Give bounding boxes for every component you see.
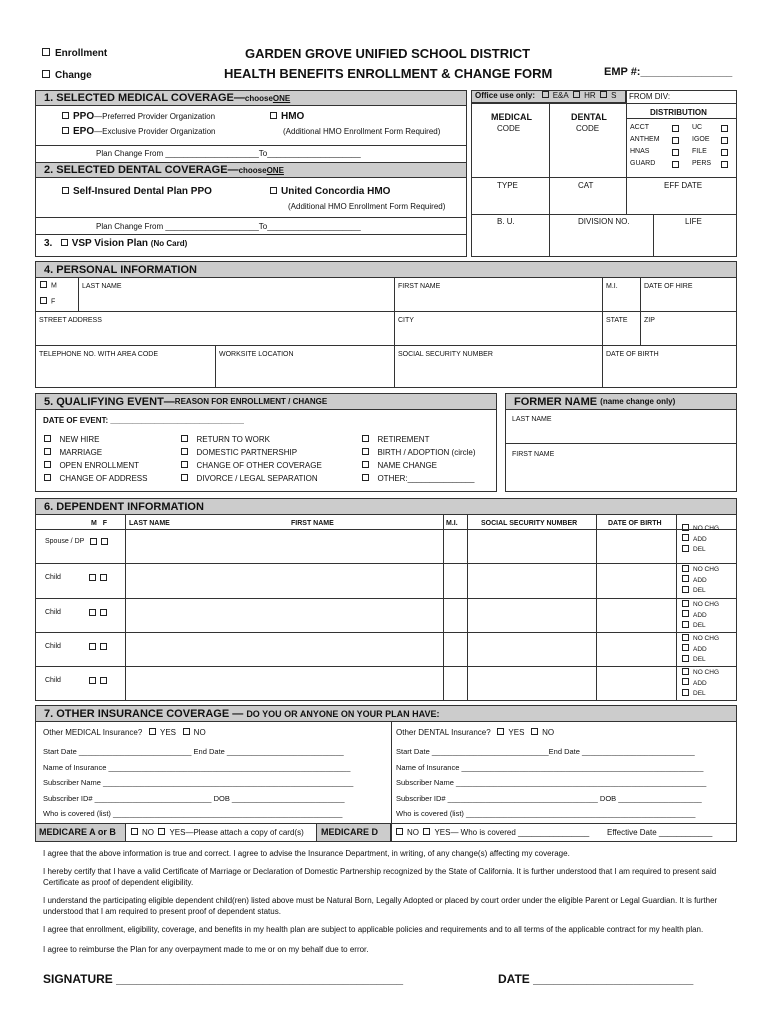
dep-f-checkbox[interactable] (101, 538, 108, 545)
dependent-row-label: Child (45, 609, 61, 616)
dep-option-del[interactable] (682, 586, 719, 597)
dep-f-checkbox[interactable] (100, 574, 107, 581)
gender-m[interactable]: M (40, 282, 57, 289)
medical-insurance-name-line[interactable]: Name of Insurance __________________________________________________________ (43, 762, 351, 772)
dep-ssn-header: SOCIAL SECURITY NUMBER (481, 520, 578, 527)
dependent-change-options (682, 634, 719, 666)
dep-option-no-chg[interactable] (682, 634, 719, 645)
dep-m-checkbox[interactable] (90, 538, 97, 545)
dependent-row-label: Child (45, 574, 61, 581)
medicare-d-label: MEDICARE D (321, 827, 379, 837)
other-medical-question: Other MEDICAL Insurance? YES NO (43, 728, 206, 737)
medicare-ab-label: MEDICARE A or B (39, 827, 116, 837)
former-first-name-field[interactable]: FIRST NAME (512, 451, 555, 458)
dep-option-label: DEL (693, 656, 706, 663)
event-checkbox[interactable] (44, 474, 51, 481)
state-field[interactable]: STATE (606, 317, 628, 324)
dep-option-label: ADD (693, 645, 707, 653)
vsp-checkbox[interactable] (61, 239, 68, 246)
medical-subscriber-id-line[interactable]: Subscriber ID# ____________________________ DOB ___________________________ (43, 793, 345, 803)
event-change-other-coverage[interactable]: CHANGE OF OTHER COVERAGE (181, 459, 322, 472)
office-bu: B. U. (497, 217, 515, 226)
medicare-d-no-checkbox[interactable] (396, 828, 403, 835)
dental-no-checkbox[interactable] (531, 728, 538, 735)
event-column-1 (44, 433, 147, 485)
agreement-2: I hereby certify that I have a valid Certificate of Marriage or Declaration of Domestic Partnership recognized by the State of California. It is further understood that I am required to present said Certificate as proof of dependent eligibility. (43, 867, 717, 887)
hnas-checkbox[interactable] (672, 149, 679, 156)
dep-option-checkbox[interactable] (682, 644, 689, 651)
agreement-block (43, 848, 735, 955)
distribution-left: ACCT ANTHEM HNAS GUARD (630, 122, 660, 170)
enrollment-checkbox[interactable] (42, 48, 50, 56)
ppo-option[interactable]: PPO—Preferred Provider Organization (62, 111, 215, 122)
section4-header: 4. PERSONAL INFORMATION (35, 261, 737, 278)
event-column-2 (181, 433, 322, 485)
dep-option-checkbox[interactable] (682, 586, 689, 593)
event-checkbox[interactable] (181, 474, 188, 481)
dep-f-checkbox[interactable] (100, 677, 107, 684)
dep-option-del[interactable] (682, 655, 719, 666)
personal-info-block (35, 261, 737, 388)
united-concordia-option[interactable]: United Concordia HMO (270, 186, 390, 197)
event-checkbox[interactable] (44, 461, 51, 468)
office-dental: DENTAL (571, 112, 607, 122)
emp-number[interactable]: EMP #:_______________ (604, 66, 733, 78)
anthem-checkbox[interactable] (672, 137, 679, 144)
dental-plan-change[interactable]: Plan Change From _____________________To_____________________ (96, 222, 361, 231)
other-medical-details (43, 744, 388, 822)
dep-option-add[interactable] (682, 535, 719, 546)
office-division: DIVISION NO. (578, 217, 630, 226)
section1-header: 1. SELECTED MEDICAL COVERAGE— choose ONE (35, 90, 467, 106)
dep-m-checkbox[interactable] (89, 609, 96, 616)
office-medical: MEDICAL (491, 112, 532, 122)
office-use-label: Office use only: E&A HR S (475, 91, 617, 100)
self-insured-checkbox[interactable] (62, 187, 69, 194)
medical-yes-checkbox[interactable] (149, 728, 156, 735)
signature-date-line[interactable]: DATE ________________________ (498, 972, 694, 986)
f-checkbox[interactable] (40, 297, 47, 304)
dependent-row-label: Child (45, 643, 61, 650)
street-address-field[interactable]: STREET ADDRESS (39, 317, 102, 324)
dependent-change-options (682, 600, 719, 632)
event-divorce[interactable]: DIVORCE / LEGAL SEPARATION (181, 472, 322, 485)
dental-subscriber-name-line[interactable]: Subscriber Name ____________________________________________________________ (396, 778, 707, 787)
dep-option-label: NO CHG (693, 525, 719, 532)
former-name-header: FORMER NAME (name change only) (505, 393, 737, 410)
medicare-d-options: NO YES— Who is covered ________________ (396, 828, 589, 837)
event-marriage[interactable]: MARRIAGE (44, 446, 147, 459)
office-life: LIFE (685, 217, 702, 226)
agreement-4: I agree that enrollment, eligibility, coverage, and benefits in my health plan are subject to applicable policies and requirements and to all terms of the applicable contract for my health plan. (43, 925, 704, 934)
dep-option-label: ADD (693, 611, 707, 619)
enrollment-option[interactable]: Enrollment (42, 48, 107, 59)
other-dental-question: Other DENTAL Insurance? YES NO (396, 728, 555, 737)
dep-m-checkbox[interactable] (89, 643, 96, 650)
dep-option-label: ADD (693, 535, 707, 543)
dep-option-label: DEL (693, 546, 706, 553)
dep-option-checkbox[interactable] (682, 678, 689, 685)
vsp-option[interactable]: 3. VSP Vision Plan (No Card) (44, 238, 188, 249)
dep-option-checkbox[interactable] (682, 689, 689, 696)
event-return-to-work[interactable]: RETURN TO WORK (181, 433, 322, 446)
distribution-right: UC IGOE FILE PERS (692, 122, 732, 170)
medicare-effective-date[interactable]: Effective Date ____________ (607, 828, 713, 837)
event-checkbox[interactable] (44, 435, 51, 442)
agreement-3: I understand the participating eligible dependent child(ren) listed above must be Natural Born, Legally Adopted or placed by court order under the eligible Parent or Legal Guardian. It is further understood that I am required to present proof of dependent status. (43, 896, 718, 916)
uc-checkbox[interactable] (721, 125, 728, 132)
signature-line[interactable]: SIGNATURE ___________________________________________ (43, 972, 404, 986)
dep-option-no-chg[interactable] (682, 668, 719, 679)
office-type: TYPE (497, 181, 518, 190)
agreement-5: I agree to reimburse the Plan for any overpayment made to me or on my behalf due to error. (43, 945, 369, 954)
change-checkbox[interactable] (42, 70, 50, 78)
dep-option-label: DEL (693, 587, 706, 594)
epo-option[interactable]: EPO—Exclusive Provider Organization (62, 126, 216, 137)
medical-code: CODE (497, 124, 521, 133)
dental-code: CODE (576, 124, 600, 133)
dep-option-label: NO CHG (693, 669, 719, 676)
event-birth-adoption[interactable]: BIRTH / ADOPTION (circle) (362, 446, 476, 459)
medicare-ab-no-checkbox[interactable] (131, 828, 138, 835)
medical-no-checkbox[interactable] (183, 728, 190, 735)
dep-option-add[interactable] (682, 679, 719, 690)
dep-option-label: ADD (693, 679, 707, 687)
medical-who-covered-line[interactable]: Who is covered (list) _______________________________________________________ (43, 809, 343, 818)
dep-option-checkbox[interactable] (682, 534, 689, 541)
dep-option-label: DEL (693, 690, 706, 697)
event-checkbox[interactable] (181, 435, 188, 442)
dep-option-checkbox[interactable] (682, 565, 689, 572)
dep-dob-header: DATE OF BIRTH (608, 520, 662, 527)
event-domestic-partnership[interactable]: DOMESTIC PARTNERSHIP (181, 446, 322, 459)
uc-note: (Additional HMO Enrollment Form Required) (288, 202, 446, 211)
dob-field[interactable]: DATE OF BIRTH (606, 351, 659, 358)
medicare-ab-yes-checkbox[interactable] (158, 828, 165, 835)
dental-who-covered-line[interactable]: Who is covered (list) _______________________________________________________ (396, 809, 696, 818)
first-name-field[interactable]: FIRST NAME (398, 283, 441, 290)
dep-option-del[interactable] (682, 545, 719, 556)
ssn-field[interactable]: SOCIAL SECURITY NUMBER (398, 351, 493, 358)
dental-yes-checkbox[interactable] (497, 728, 504, 735)
medicare-ab-options: NO YES—Please attach a copy of card(s) (131, 828, 304, 837)
event-new-hire[interactable]: NEW HIRE (44, 433, 147, 446)
event-other[interactable]: OTHER:_______________ (362, 472, 476, 485)
dep-mf-header: M F (91, 520, 107, 527)
distribution-title: DISTRIBUTION (650, 108, 707, 117)
dependent-row-label: Spouse / DP (45, 538, 85, 545)
form-title: HEALTH BENEFITS ENROLLMENT & CHANGE FORM (224, 66, 553, 81)
section6-header: 6. DEPENDENT INFORMATION (35, 498, 737, 515)
igoe-checkbox[interactable] (721, 137, 728, 144)
last-name-field[interactable]: LAST NAME (82, 283, 122, 290)
event-open-enrollment[interactable]: OPEN ENROLLMENT (44, 459, 147, 472)
medical-subscriber-name-line[interactable]: Subscriber Name ____________________________________________________________ (43, 778, 354, 787)
former-last-name-field[interactable]: LAST NAME (512, 416, 552, 423)
dependent-row-label: Child (45, 677, 61, 684)
united-concordia-checkbox[interactable] (270, 187, 277, 194)
hr-checkbox[interactable] (573, 91, 580, 98)
section7-header: 7. OTHER INSURANCE COVERAGE — DO YOU OR ANYONE ON YOUR PLAN HAVE: (35, 705, 737, 722)
event-change-address[interactable]: CHANGE OF ADDRESS (44, 472, 147, 485)
dental-dates-line[interactable]: Start Date ____________________________End Date ___________________________ (396, 747, 695, 756)
dep-option-checkbox[interactable] (682, 575, 689, 582)
hmo-checkbox[interactable] (270, 112, 277, 119)
pers-checkbox[interactable] (721, 161, 728, 168)
dep-m-checkbox[interactable] (89, 574, 96, 581)
dependent-gender-checkboxes[interactable] (90, 538, 112, 547)
file-checkbox[interactable] (721, 149, 728, 156)
hmo-option[interactable]: HMO (270, 111, 304, 122)
dental-insurance-name-line[interactable]: Name of Insurance __________________________________________________________ (396, 762, 704, 772)
dep-option-add[interactable] (682, 576, 719, 587)
s-checkbox[interactable] (600, 91, 607, 98)
dep-option-checkbox[interactable] (682, 621, 689, 628)
ea-checkbox[interactable] (542, 91, 549, 98)
change-option[interactable]: Change (42, 70, 92, 81)
from-div: FROM DIV: (629, 92, 671, 101)
gender-f[interactable]: F (40, 298, 55, 305)
dependent-gender-checkboxes[interactable] (89, 677, 111, 686)
event-checkbox[interactable] (181, 448, 188, 455)
dep-f-checkbox[interactable] (100, 643, 107, 650)
zip-field[interactable]: ZIP (644, 317, 655, 324)
event-checkbox[interactable] (362, 435, 369, 442)
dep-first-header: FIRST NAME (291, 520, 334, 527)
medical-dates-line[interactable]: Start Date ___________________________ End Date ____________________________ (43, 747, 344, 756)
dep-option-checkbox[interactable] (682, 655, 689, 662)
dep-option-checkbox[interactable] (682, 600, 689, 607)
dep-option-no-chg[interactable] (682, 565, 719, 576)
dep-option-no-chg[interactable] (682, 600, 719, 611)
medicare-d-yes-checkbox[interactable] (423, 828, 430, 835)
district-name: GARDEN GROVE UNIFIED SCHOOL DISTRICT (245, 46, 531, 61)
dep-mi-header: M.I. (446, 520, 458, 527)
dep-option-label: NO CHG (693, 601, 719, 608)
dep-option-add[interactable] (682, 645, 719, 656)
dependent-change-options (682, 524, 719, 556)
dependent-gender-checkboxes[interactable] (89, 643, 111, 652)
dependent-gender-checkboxes[interactable] (89, 609, 111, 618)
event-column-3 (362, 433, 476, 485)
event-retirement[interactable]: RETIREMENT (362, 433, 476, 446)
office-eff-date: EFF DATE (664, 181, 703, 190)
other-dental-details (396, 744, 732, 822)
dependent-change-options (682, 668, 719, 700)
event-checkbox[interactable] (181, 461, 188, 468)
m-checkbox[interactable] (40, 281, 47, 288)
city-field[interactable]: CITY (398, 317, 414, 324)
event-checkbox[interactable] (362, 461, 369, 468)
office-cat: CAT (578, 181, 594, 190)
dep-option-checkbox[interactable] (682, 524, 689, 531)
section2-header: 2. SELECTED DENTAL COVERAGE— choose ONE (35, 162, 467, 178)
dep-f-checkbox[interactable] (100, 609, 107, 616)
telephone-field[interactable]: TELEPHONE NO. WITH AREA CODE (39, 351, 159, 358)
dep-option-checkbox[interactable] (682, 634, 689, 641)
dep-option-checkbox[interactable] (682, 610, 689, 617)
event-name-change[interactable]: NAME CHANGE (362, 459, 476, 472)
worksite-field[interactable]: WORKSITE LOCATION (219, 351, 294, 358)
dep-option-del[interactable] (682, 621, 719, 632)
dependent-change-options (682, 565, 719, 597)
dep-option-label: NO CHG (693, 635, 719, 642)
date-of-event[interactable]: DATE OF EVENT: ______________________________ (43, 416, 244, 425)
event-checkbox[interactable] (362, 474, 369, 481)
hmo-note: (Additional HMO Enrollment Form Required) (283, 127, 441, 136)
agreement-1: I agree that the above information is true and correct. I agree to advise the Insurance Department, in writing, of any change(s) affecting my coverage. (43, 849, 570, 858)
dep-option-label: ADD (693, 576, 707, 584)
dep-option-checkbox[interactable] (682, 668, 689, 675)
mi-field[interactable]: M.I. (606, 283, 618, 290)
ppo-checkbox[interactable] (62, 112, 69, 119)
dependent-gender-checkboxes[interactable] (89, 574, 111, 583)
date-of-hire-field[interactable]: DATE OF HIRE (644, 283, 693, 290)
dep-last-header: LAST NAME (129, 520, 170, 527)
self-insured-dental-option[interactable]: Self-Insured Dental Plan PPO (62, 186, 212, 197)
dental-subscriber-id-line[interactable]: Subscriber ID# ____________________________________ DOB ____________________ (396, 793, 702, 803)
dep-option-checkbox[interactable] (682, 545, 689, 552)
dep-option-label: NO CHG (693, 566, 719, 573)
guard-checkbox[interactable] (672, 161, 679, 168)
dep-option-label: DEL (693, 622, 706, 629)
medical-plan-change[interactable]: Plan Change From _____________________To_____________________ (96, 149, 361, 158)
epo-checkbox[interactable] (62, 127, 69, 134)
event-checkbox[interactable] (44, 448, 51, 455)
acct-checkbox[interactable] (672, 125, 679, 132)
dep-option-del[interactable] (682, 689, 719, 700)
dep-option-no-chg[interactable] (682, 524, 719, 535)
event-checkbox[interactable] (362, 448, 369, 455)
dep-option-add[interactable] (682, 611, 719, 622)
section5-header: 5. QUALIFYING EVENT— REASON FOR ENROLLMENT / CHANGE (35, 393, 497, 410)
dep-m-checkbox[interactable] (89, 677, 96, 684)
